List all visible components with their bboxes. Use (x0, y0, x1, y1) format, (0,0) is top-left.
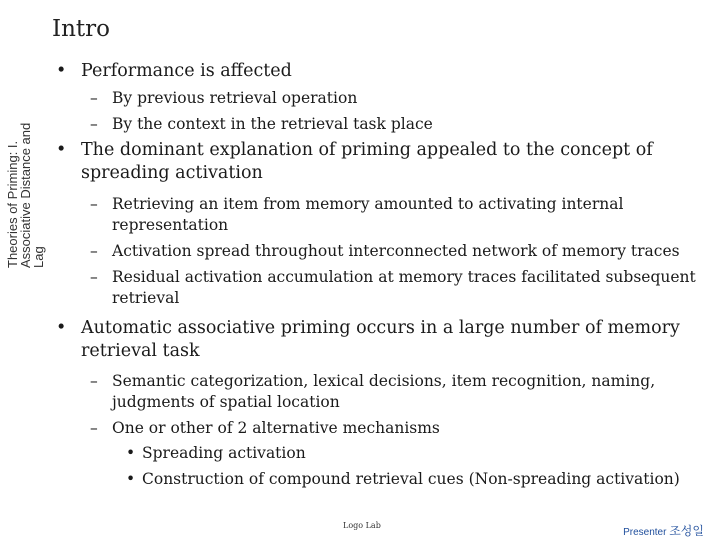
sub-bullet-text: One or other of 2 alternative mechanisms (112, 419, 440, 437)
sub-sub-bullet-item (56, 468, 704, 491)
slide-title: Intro (52, 16, 110, 42)
small-bullet-icon: • (126, 444, 136, 462)
sub-bullet-item (56, 418, 704, 439)
bullet-dot-icon: • (56, 318, 67, 338)
sub-bullet-text: Activation spread throughout interconnected network of memory traces (112, 242, 680, 260)
slide-body (56, 58, 704, 491)
bullet-text: The dominant explanation of priming appealed to the concept of spreading activation (81, 140, 653, 183)
sub-sub-bullet-text: Spreading activation (142, 444, 306, 462)
sub-bullet-text: Residual activation accumulation at memory traces facilitated subsequent retrieval (112, 268, 696, 307)
sub-bullet-item (56, 114, 704, 135)
dash-icon: – (90, 419, 98, 437)
bullet-text: Automatic associative priming occurs in a large number of memory retrieval task (81, 318, 680, 361)
bullet-item (56, 60, 704, 83)
dash-icon: – (90, 372, 98, 390)
small-bullet-icon: • (126, 470, 136, 488)
sub-bullet-text: By previous retrieval operation (112, 89, 358, 107)
sub-bullet-text: Semantic categorization, lexical decisions, item recognition, naming, judgments of spatial location (112, 372, 656, 411)
dash-icon: – (90, 115, 98, 133)
presenter-name: 조성일 (669, 524, 704, 538)
sub-bullet-item (56, 267, 704, 309)
bullet-dot-icon: • (56, 61, 67, 81)
bullet-text: Performance is affected (81, 61, 292, 81)
presenter-label: Presenter (623, 527, 667, 538)
sub-bullet-item (56, 371, 704, 413)
footer-logo-text: Logo Lab (343, 521, 381, 530)
section-title-line: Theories of Priming: I. (5, 140, 20, 268)
section-title-line: Associative Distance and (18, 122, 33, 268)
sub-bullet-text: Retrieving an item from memory amounted to activating internal representation (112, 195, 624, 234)
sub-bullet-text: By the context in the retrieval task place (112, 115, 433, 133)
bullet-item (56, 317, 704, 363)
dash-icon: – (90, 268, 98, 286)
dash-icon: – (90, 242, 98, 260)
sub-sub-bullet-item (56, 442, 704, 465)
dash-icon: – (90, 89, 98, 107)
sub-sub-bullet-text: Construction of compound retrieval cues (Non-spreading activation) (142, 470, 680, 488)
sub-bullet-item (56, 194, 704, 236)
sub-bullet-item (56, 241, 704, 262)
bullet-item (56, 139, 704, 185)
section-title-line: Lag (31, 246, 46, 268)
sub-bullet-item (56, 88, 704, 109)
dash-icon: – (90, 195, 98, 213)
footer-presenter (623, 522, 704, 539)
bullet-dot-icon: • (56, 140, 67, 160)
